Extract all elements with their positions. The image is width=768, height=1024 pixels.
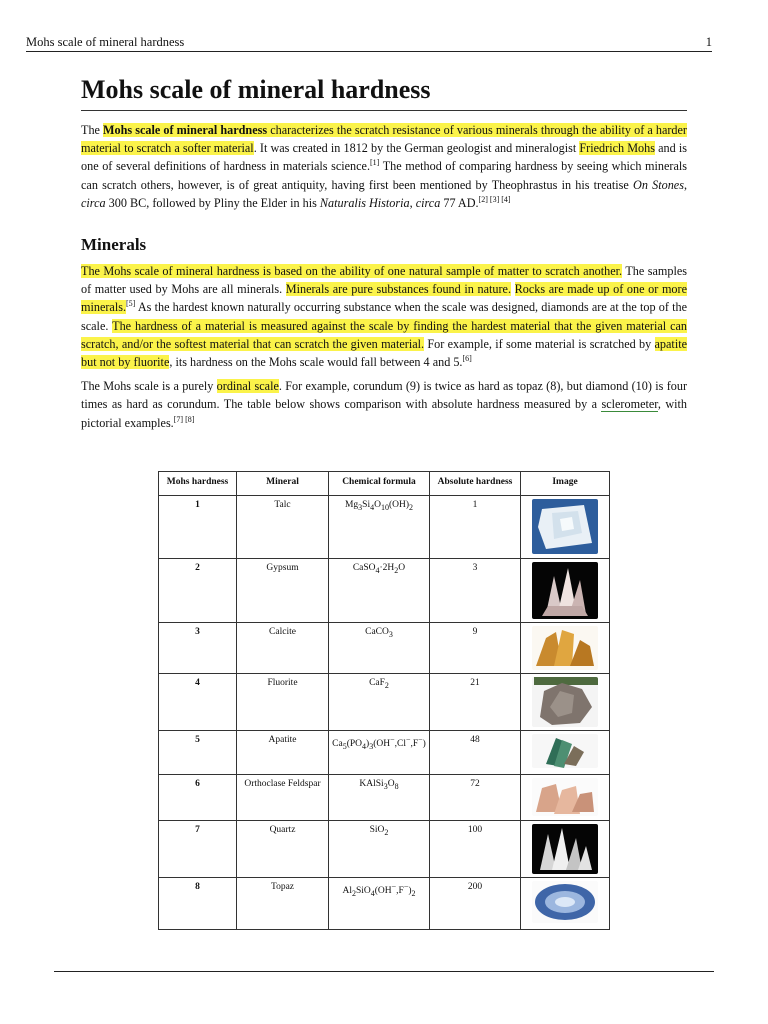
chemical-formula: CaF$_2$ xyxy=(329,674,430,731)
link-sclerometer[interactable]: sclerometer xyxy=(601,397,658,412)
chemical-formula: $Al_2SiO_4(OH^-,F^-)_2$ xyxy=(329,878,430,930)
apatite-mineral-image xyxy=(532,734,598,768)
page-number: 1 xyxy=(705,35,712,49)
column-header: Chemical formula xyxy=(329,472,430,496)
citation[interactable]: [2] [3] [4] xyxy=(478,194,511,204)
running-header-title: Mohs scale of mineral hardness xyxy=(26,35,185,49)
table-row: 4 Fluorite CaF$_2$ 21 xyxy=(159,674,610,731)
chemical-formula: CaCO$_3$ xyxy=(329,623,430,674)
column-header: Mohs hardness xyxy=(159,472,237,496)
orthoclase-mineral-image xyxy=(532,778,598,816)
column-header: Image xyxy=(521,472,610,496)
gypsum-mineral-image xyxy=(532,562,598,619)
topaz-mineral-image xyxy=(532,881,598,923)
chemical-formula: $CaSO_4\cdot 2H_2O$ xyxy=(329,559,430,623)
table-row: 2 Gypsum $CaSO_4\cdot 2H_2O$ 3 xyxy=(159,559,610,623)
citation[interactable]: [1] xyxy=(370,158,380,168)
table-row: 3 Calcite CaCO$_3$ 9 xyxy=(159,623,610,674)
table-row: 5 Apatite $Ca_5(PO_4)_3(OH^-,Cl^-,F^-)$ 48 xyxy=(159,731,610,775)
table-row: 6 Orthoclase Feldspar $KAlSi_3O_8$ 72 xyxy=(159,775,610,821)
fluorite-mineral-image xyxy=(532,677,598,727)
table-row: 1 Talc $Mg_3Si_4O_{10}(OH)_2$ 1 xyxy=(159,496,610,559)
intro-paragraph: The Mohs scale of mineral hardness characterizes the scratch resistance of various minerals through the ability of a harder material to scratch a softer material. It was created in 1812 by the German geologist and mineralogist Friedrich Mohs and is one of several definitions of hardness in materials science.[1] The method of comparing hardness by seeing which minerals can scratch others, however, is of great antiquity, having first been mentioned by Theophrastus in his treatise On Stones, circa 300 BC, followed by Pliny the Elder in his Naturalis Historia, circa 77 AD.[2] [3] [4] xyxy=(81,123,688,210)
citation[interactable]: [6] xyxy=(462,353,472,363)
chemical-formula: $Ca_5(PO_4)_3(OH^-,Cl^-,F^-)$ xyxy=(329,731,430,775)
chemical-formula: SiO$_2$ xyxy=(329,821,430,878)
section-heading-minerals: Minerals xyxy=(81,235,147,255)
citation[interactable]: [7] [8] xyxy=(173,414,195,424)
calcite-mineral-image xyxy=(532,626,598,670)
citation[interactable]: [5] xyxy=(126,299,136,309)
table-row: 7 Quartz SiO$_2$ 100 xyxy=(159,821,610,878)
column-header: Absolute hardness xyxy=(430,472,521,496)
running-header xyxy=(26,35,712,52)
footer-rule xyxy=(54,971,714,972)
chemical-formula: $KAlSi_3O_8$ xyxy=(329,775,430,821)
chemical-formula: $Mg_3Si_4O_{10}(OH)_2$ xyxy=(329,496,430,559)
minerals-paragraph-1: The Mohs scale of mineral hardness is based on the ability of one natural sample of matter to scratch another. The samples of matter used by Mohs are all minerals. Minerals are pure substances found in nature. Rocks are made up of one or more minerals.[5] As the hardest known naturally occurring substance when the scale was designed, diamonds are at the top of the scale. The hardness of a material is measured against the scale by finding the hardest material that the given material can scratch, and/or the softest material that can scratch the given material. For example, if some material is scratched by apatite but not by fluorite, its hardness on the Mohs scale would fall between 4 and 5.[6] xyxy=(81,264,688,370)
talc-mineral-image xyxy=(532,499,598,554)
mohs-hardness-table xyxy=(158,471,610,930)
minerals-paragraph-2: The Mohs scale is a purely ordinal scale. For example, corundum (9) is twice as hard as topaz (8), but diamond (10) is four times as hard as corundum. The table below shows comparison with absolute hardness measured by a sclerometer, with pictorial examples.[7] [8] xyxy=(81,379,687,430)
article-body xyxy=(81,68,687,438)
column-header: Mineral xyxy=(237,472,329,496)
page-title: Mohs scale of mineral hardness xyxy=(81,68,687,111)
table-header-row xyxy=(159,472,610,496)
highlight-term: Mohs scale of mineral hardness characterizes the scratch resistance of various minerals through the ability of a harder material to scratch a softer material xyxy=(81,123,687,156)
table-row: 8 Topaz $Al_2SiO_4(OH^-,F^-)_2$ 200 xyxy=(159,878,610,930)
quartz-mineral-image xyxy=(532,824,598,874)
link-friedrich-mohs[interactable]: Friedrich Mohs xyxy=(579,141,655,156)
link-ordinal-scale[interactable]: ordinal scale xyxy=(216,379,279,394)
